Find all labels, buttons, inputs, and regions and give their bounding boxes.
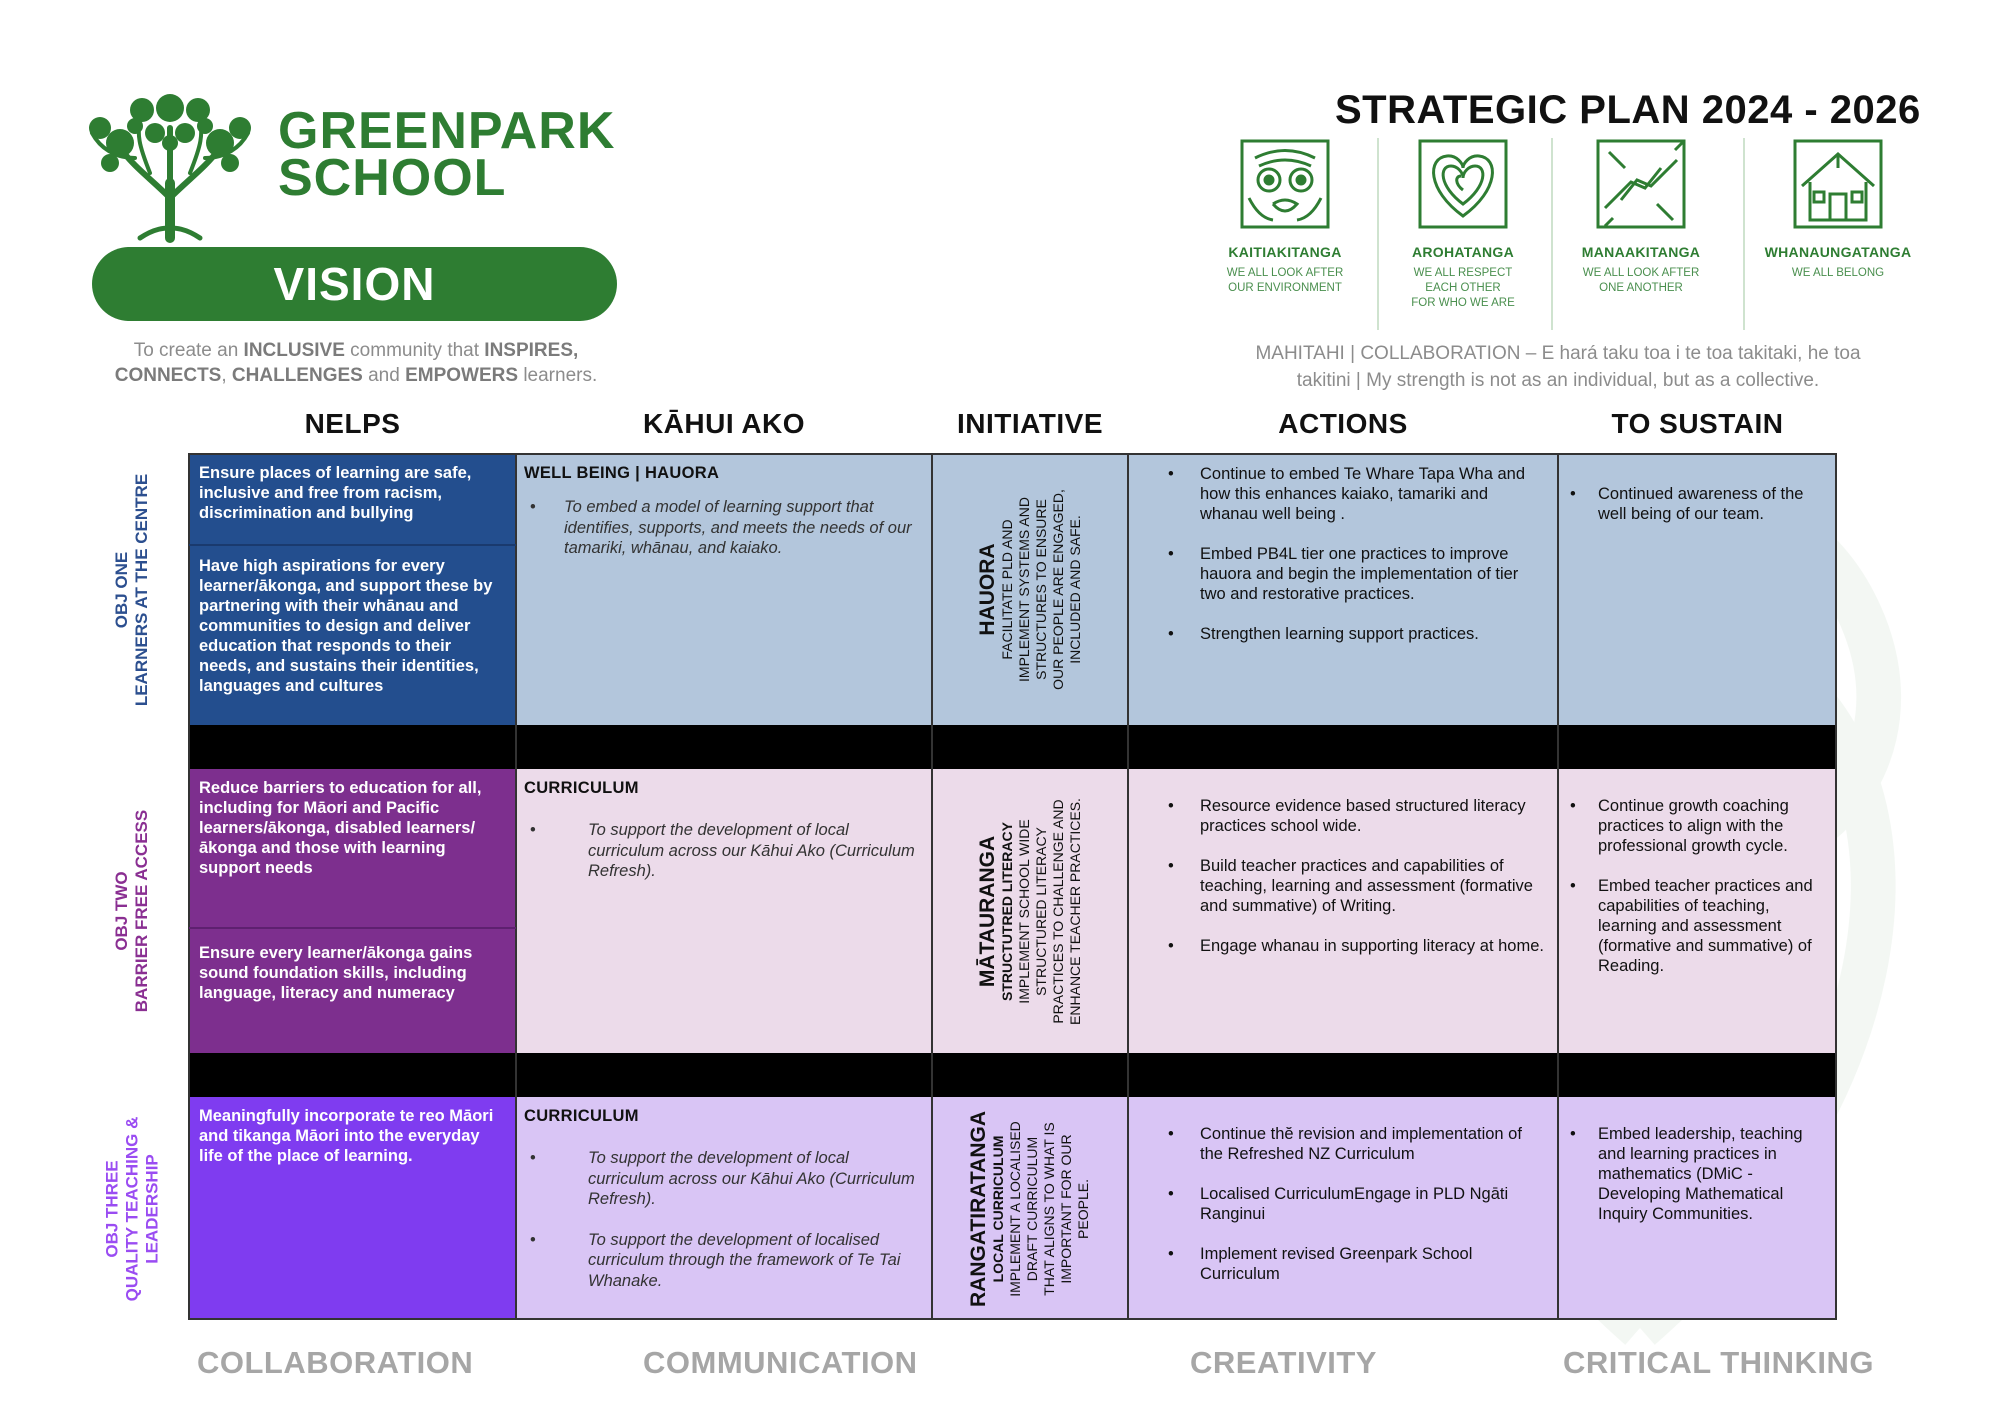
sustain-item: • Continue growth coaching practices to align with the professional growth cycle. (1558, 796, 1837, 856)
sustain-item: • Continued awareness of the well being of our team. (1558, 484, 1837, 524)
initiative-subtitle: STRUCTUTRED LITERACY (998, 821, 1015, 1001)
kahui-ako-cell (516, 1097, 932, 1311)
column-header-to-sustain: TO SUSTAIN (1611, 408, 1784, 439)
actions-cell (1128, 796, 1558, 976)
action-item: • Strengthen learning support practices. (1128, 624, 1558, 644)
sustain-cell (1558, 484, 1837, 544)
value-manaakitanga: MANAAKITANGA WE ALL LOOK AFTER ONE ANOTHER (1551, 138, 1731, 296)
footer-critical-thinking: CRITICAL THINKING (1563, 1345, 1875, 1380)
sustain-cell (1558, 796, 1837, 996)
mahitahi-motto: MAHITAHI | COLLABORATION – E hará taku toa i te toa takitaki, he toa takitini | My strength is not as an individual, but as a collective. (1255, 343, 1861, 391)
kahui-ako-title: CURRICULUM (524, 779, 639, 797)
kahui-ako-cell (516, 769, 932, 902)
row-label-obj-two: OBJ TWO BARRIER FREE ACCESS (112, 809, 152, 1013)
action-item: • Resource evidence based structured literacy practices school wide. (1128, 796, 1558, 836)
action-item: • Implement revised Greenpark School Curriculum (1128, 1244, 1558, 1284)
kahui-ako-title: WELL BEING | HAUORA (524, 464, 720, 482)
action-item: • Continue thĕ revision and implementation of the Refreshed NZ Curriculum (1128, 1124, 1558, 1164)
initiative-title: HAUORA (975, 543, 999, 636)
kahui-ako-item: • To support the development of localised curriculum through the framework of Te Tai Whanake. (516, 1230, 932, 1292)
footer-creativity: CREATIVITY (1190, 1345, 1377, 1380)
column-header-nelps: NELPS (304, 408, 401, 439)
row-label-obj-three: OBJ THREE QUALITY TEACHING & LEADERSHIP (102, 1116, 161, 1301)
footer-collaboration: COLLABORATION (197, 1345, 474, 1380)
actions-cell (1128, 1124, 1558, 1304)
heart-icon (1417, 138, 1509, 230)
initiative-cell: HAUORA FACILITATE PLD AND IMPLEMENT SYSTEMS AND STRUCTURES TO ENSURE OUR PEOPLE ARE ENGAGED, INCLUDED AND SAFE. (975, 489, 1083, 690)
action-item: • Localised CurriculumEngage in PLD Ngāti Ranginui (1128, 1184, 1558, 1224)
actions-cell (1128, 464, 1558, 664)
value-whanaungatanga: WHANAUNGATANGA WE ALL BELONG (1743, 138, 1933, 281)
nelps-item: Reduce barriers to education for all, including for Māori and Pacific learners/ākonga, disabled learners/ ākonga and those with learning support needs (189, 769, 516, 929)
action-item: • Embed PB4L tier one practices to improve hauora and begin the implementation of tier two and restorative practices. (1128, 544, 1558, 604)
action-item: • Continue to embed Te Whare Tapa Wha and how this enhances kaiako, tamariki and whanau well being . (1128, 464, 1558, 524)
nelps-item: Have high aspirations for every learner/ākonga, and support these by partnering with their whānau and communities to design and deliver education that responds to their needs, and sustains their identities, languages and cultures (199, 557, 493, 695)
action-item: • Engage whanau in supporting literacy at home. (1128, 936, 1558, 956)
column-header-kahui-ako: KĀHUI AKO (642, 408, 806, 439)
nelps-item: Ensure every learner/ākonga gains sound foundation skills, including language, literacy and numeracy (199, 944, 473, 1002)
value-kaitiakitanga: KAITIAKITANGA WE ALL LOOK AFTER OUR ENVIRONMENT (1195, 138, 1375, 296)
house-icon (1792, 138, 1884, 230)
nelps-item: Meaningfully incorporate te reo Māori and tikanga Māori into the everyday life of the place of learning. (199, 1107, 494, 1165)
school-name-line1: GREENPARK (278, 102, 616, 160)
column-header-actions: ACTIONS (1278, 408, 1408, 439)
school-name-line2: SCHOOL (278, 149, 507, 207)
action-item: • Build teacher practices and capabilities of teaching, learning and assessment (formative and summative) of Writing. (1128, 856, 1558, 916)
vision-banner: VISION (92, 247, 617, 321)
sustain-cell (1558, 1124, 1837, 1244)
kahui-ako-cell (516, 454, 932, 579)
tiki-icon (1239, 138, 1331, 230)
initiative-subtitle: LOCAL CURRICULUM (989, 1135, 1006, 1282)
values-row (1195, 138, 1935, 328)
sustain-item: • Embed leadership, teaching and learning practices in mathematics (DMiC - Developing Mathematical Inquiry Communities. (1558, 1124, 1837, 1224)
tree-logo-icon (80, 88, 260, 248)
initiative-title: RANGATIRATANGA (966, 1110, 990, 1307)
hands-icon (1595, 138, 1687, 230)
value-arohatanga: AROHATANGA WE ALL RESPECT EACH OTHER FOR WHO WE ARE (1373, 138, 1553, 311)
strategic-plan-title: STRATEGIC PLAN 2024 - 2026 (1335, 88, 1921, 132)
vision-statement: To create an INCLUSIVE community that INSPIRES, CONNECTS, CHALLENGES and EMPOWERS learners. (114, 340, 598, 386)
kahui-ako-item: • To support the development of local curriculum across our Kāhui Ako (Curriculum Refresh). (516, 820, 932, 882)
kahui-ako-title: CURRICULUM (524, 1107, 639, 1125)
initiative-title: MĀTAURANGA (975, 835, 999, 987)
column-header-initiative: INITIATIVE (956, 408, 1104, 439)
school-name (278, 102, 616, 207)
initiative-cell: MĀTAURANGA STRUCTUTRED LITERACY IMPLEMENT SCHOOL WIDE STRUCTURED LITERACY PRACTICES TO CHALLENGE AND ENHANCE TEACHER PRACTICES. (975, 797, 1083, 1025)
kahui-ako-item: • To embed a model of learning support that identifies, supports, and meets the needs of our tamariki, whānau, and kaiako. (516, 497, 932, 559)
footer-communication: COMMUNICATION (643, 1345, 918, 1380)
nelps-item: Ensure places of learning are safe, inclusive and free from racism, discrimination and bullying (189, 454, 516, 546)
initiative-cell: RANGATIRATANGA LOCAL CURRICULUM IMPLEMENT A LOCALISED DRAFT CURRICULUM THAT ALIGNS TO WHAT IS IMPORTANT FOR OUR PEOPLE. (966, 1110, 1091, 1307)
row-label-obj-one: OBJ ONE LEARNERS AT THE CENTRE (112, 473, 151, 706)
sustain-item: • Embed teacher practices and capabilities of teaching, learning and assessment (formative and summative) of Reading. (1558, 876, 1837, 976)
kahui-ako-item: • To support the development of local curriculum across our Kāhui Ako (Curriculum Refresh). (516, 1148, 932, 1210)
